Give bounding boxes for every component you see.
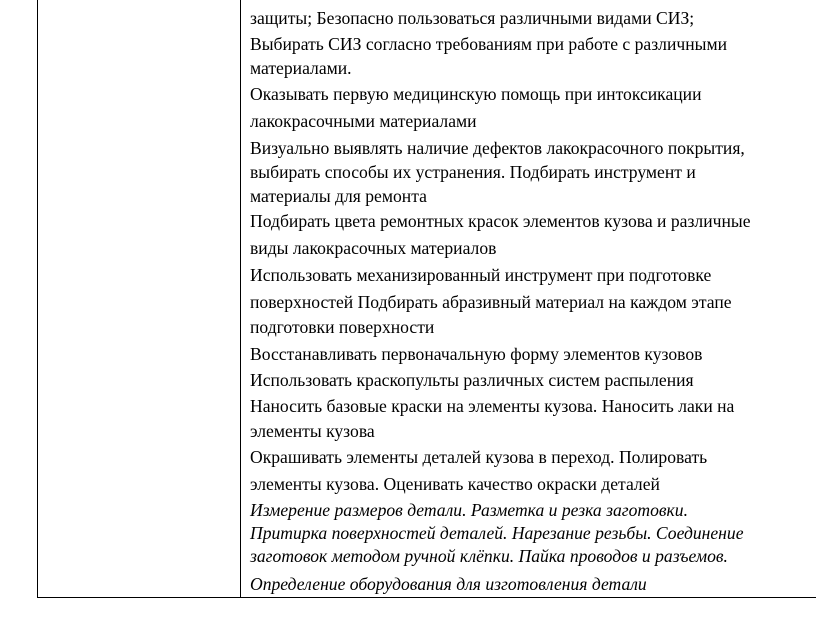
skills-line: защиты; Безопасно пользоваться различными видами СИЗ; — [250, 8, 695, 28]
skills-line: Подбирать цвета ремонтных красок элементов кузова и различные — [250, 211, 751, 231]
skills-line: поверхностей Подбирать абразивный материал на каждом этапе — [250, 292, 732, 312]
skills-line: элементы кузова — [250, 421, 375, 441]
skills-line: Наносить базовые краски на элементы кузова. Наносить лаки на — [250, 396, 735, 416]
knowledge-line: заготовок методом ручной клёпки. Пайка проводов и разъемов. — [250, 546, 728, 566]
skills-line: Восстанавливать первоначальную форму элементов кузовов — [250, 344, 703, 364]
skills-line: материалы для ремонта — [250, 186, 427, 206]
skills-line: выбирать способы их устранения. Подбирать инструмент и — [250, 162, 696, 182]
skills-line: Оказывать первую медицинскую помощь при интоксикации — [250, 84, 702, 104]
knowledge-line: Определение оборудования для изготовления детали — [250, 574, 647, 594]
skills-line: элементы кузова. Оценивать качество окраски деталей — [250, 474, 660, 494]
skills-line: лакокрасочными материалами — [250, 111, 477, 131]
skills-line: виды лакокрасочных материалов — [250, 238, 497, 258]
skills-line: Визуально выявлять наличие дефектов лакокрасочного покрытия, — [250, 138, 745, 158]
skills-line: Окрашивать элементы деталей кузова в переход. Полировать — [250, 447, 708, 467]
knowledge-line: Притирка поверхностей деталей. Нарезание резьбы. Соединение — [250, 523, 744, 543]
column-divider — [240, 0, 241, 598]
skills-line: Использовать механизированный инструмент при подготовке — [250, 265, 712, 285]
skills-line: Выбирать СИЗ согласно требованиям при работе с различными — [250, 34, 728, 54]
skills-line: Использовать краскопульты различных систем распыления — [250, 370, 694, 390]
skills-line: подготовки поверхности — [250, 317, 435, 337]
skills-line: материалами. — [250, 58, 352, 78]
knowledge-line: Измерение размеров детали. Разметка и резка заготовки. — [250, 500, 688, 520]
